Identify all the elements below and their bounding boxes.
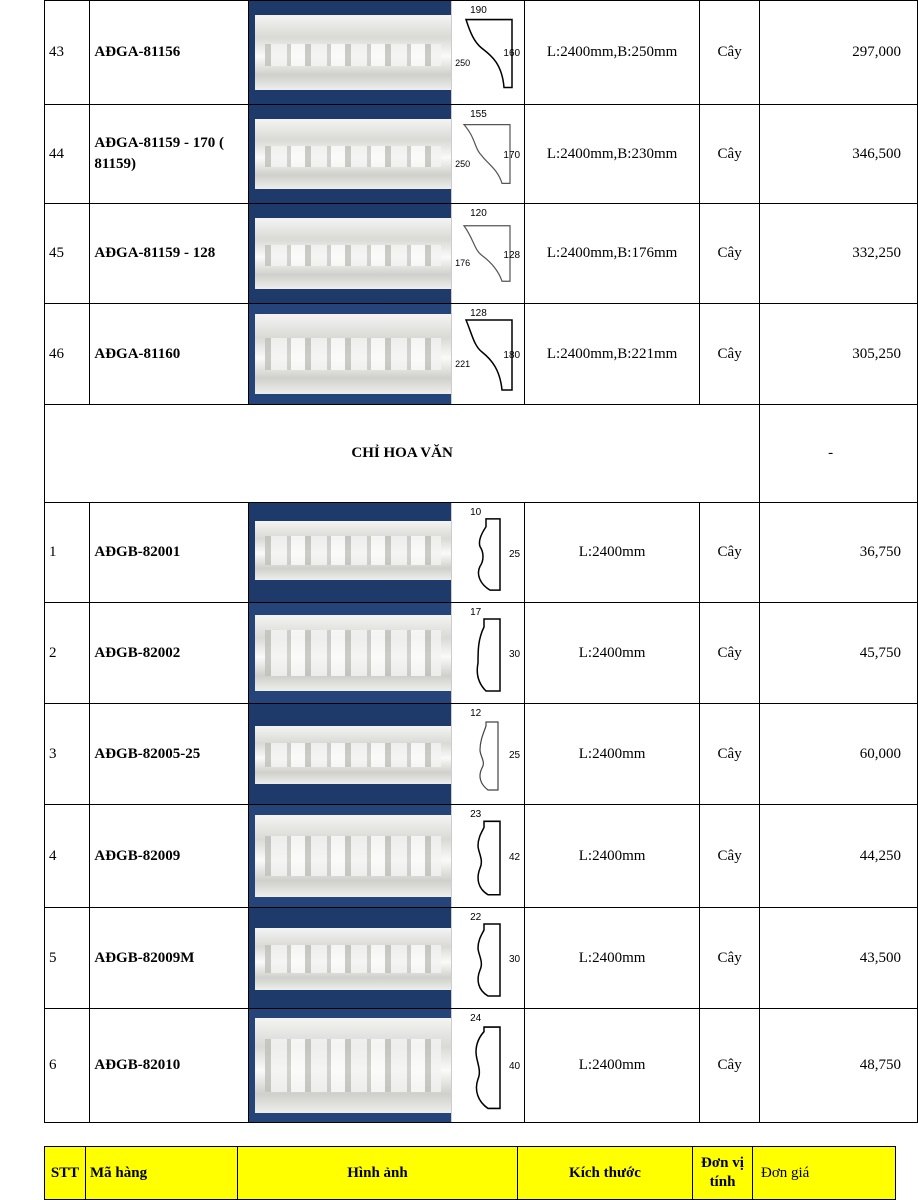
row-unit: Cây (700, 204, 760, 304)
row-price: 297,000 (760, 1, 918, 105)
dim-side: 180 (503, 350, 521, 361)
row-price: 305,250 (760, 304, 918, 405)
row-stt: 46 (45, 304, 90, 405)
price-table (44, 0, 918, 1123)
header-size: Kích thước (518, 1147, 693, 1200)
product-image (249, 304, 525, 405)
table-row (45, 105, 918, 204)
row-size: L:2400mm (525, 908, 700, 1009)
row-price: 48,750 (760, 1009, 918, 1123)
row-stt: 6 (45, 1009, 90, 1123)
row-size: L:2400mm (525, 603, 700, 704)
row-price: 60,000 (760, 704, 918, 805)
row-size: L:2400mm (525, 805, 700, 908)
molding-photo (249, 603, 451, 703)
molding-photo (249, 1, 451, 104)
row-code: AĐGA-81159 - 128 (90, 204, 249, 304)
profile-drawing (451, 1, 524, 104)
row-size: L:2400mm,B:230mm (525, 105, 700, 204)
row-stt: 4 (45, 805, 90, 908)
molding-photo (249, 304, 451, 404)
table-row (45, 704, 918, 805)
row-price: 44,250 (760, 805, 918, 908)
molding-photo (249, 704, 451, 804)
dim-top: 190 (470, 5, 487, 16)
table-row (45, 1009, 918, 1123)
dim-side: 170 (503, 150, 521, 162)
profile-drawing (451, 1009, 524, 1122)
dim-side: 25 (508, 750, 521, 761)
row-price: 36,750 (760, 503, 918, 603)
row-unit: Cây (700, 304, 760, 405)
table-row (45, 1, 918, 105)
dim-side: 128 (503, 249, 521, 261)
dim-side: 30 (508, 649, 521, 660)
header-code: Mã hàng (86, 1147, 238, 1200)
product-image (249, 603, 525, 704)
table-row (45, 908, 918, 1009)
dim-side: 160 (503, 48, 521, 60)
row-size: L:2400mm (525, 1009, 700, 1123)
row-stt: 45 (45, 204, 90, 304)
row-code: AĐGB-82005-25 (90, 704, 249, 805)
table-row (45, 603, 918, 704)
row-stt: 44 (45, 105, 90, 204)
row-unit: Cây (700, 805, 760, 908)
profile-drawing (451, 704, 524, 804)
row-code: AĐGB-82009M (90, 908, 249, 1009)
row-unit: Cây (700, 704, 760, 805)
dim-side: 42 (508, 851, 521, 863)
header-stt: STT (45, 1147, 86, 1200)
dim-left: 221 (455, 359, 471, 369)
row-code: AĐGA-81159 - 170 ( 81159) (90, 105, 249, 204)
dim-top: 155 (470, 109, 487, 120)
header-image: Hình ảnh (238, 1147, 518, 1200)
profile-drawing (451, 908, 524, 1008)
dim-top: 24 (470, 1013, 482, 1024)
row-unit: Cây (700, 1, 760, 105)
dim-top: 23 (470, 809, 482, 820)
molding-photo (249, 105, 451, 203)
row-size: L:2400mm,B:221mm (525, 304, 700, 405)
row-stt: 3 (45, 704, 90, 805)
profile-drawing (451, 105, 524, 203)
row-price: 332,250 (760, 204, 918, 304)
row-code: AĐGB-82002 (90, 603, 249, 704)
dim-left: 250 (455, 158, 471, 169)
table-row (45, 503, 918, 603)
dim-left: 176 (455, 258, 471, 269)
row-price: 43,500 (760, 908, 918, 1009)
section-title: CHỈ HOA VĂN (45, 405, 760, 503)
molding-photo (249, 204, 451, 303)
row-stt: 5 (45, 908, 90, 1009)
dim-top: 17 (470, 607, 482, 618)
row-size: L:2400mm,B:250mm (525, 1, 700, 105)
profile-drawing (451, 805, 524, 907)
row-price: 346,500 (760, 105, 918, 204)
row-size: L:2400mm (525, 503, 700, 603)
row-stt: 1 (45, 503, 90, 603)
molding-photo (249, 1009, 451, 1122)
dim-top: 10 (470, 507, 482, 518)
table-row (45, 304, 918, 405)
row-code: AĐGB-82009 (90, 805, 249, 908)
product-image (249, 105, 525, 204)
row-code: AĐGA-81156 (90, 1, 249, 105)
row-unit: Cây (700, 503, 760, 603)
molding-photo (249, 805, 451, 907)
row-size: L:2400mm (525, 704, 700, 805)
product-image (249, 908, 525, 1009)
profile-drawing (451, 204, 524, 303)
row-unit: Cây (700, 908, 760, 1009)
dim-top: 128 (470, 308, 487, 319)
dim-top: 12 (470, 708, 482, 719)
dim-top: 22 (470, 912, 482, 923)
row-stt: 43 (45, 1, 90, 105)
molding-photo (249, 503, 451, 602)
row-price: 45,750 (760, 603, 918, 704)
profile-drawing (451, 603, 524, 703)
header-unit: Đơn vị tính (693, 1147, 753, 1200)
table-row (45, 204, 918, 304)
dim-left: 250 (455, 57, 471, 68)
product-image (249, 704, 525, 805)
row-unit: Cây (700, 603, 760, 704)
header-row (45, 1147, 896, 1200)
product-image (249, 1, 525, 105)
dim-side: 25 (508, 548, 521, 560)
dim-side: 40 (508, 1060, 521, 1072)
section-row (45, 405, 918, 503)
dim-side: 30 (508, 954, 521, 965)
row-code: AĐGB-82010 (90, 1009, 249, 1123)
row-unit: Cây (700, 105, 760, 204)
product-image (249, 1009, 525, 1123)
header-table (44, 1146, 896, 1200)
row-code: AĐGA-81160 (90, 304, 249, 405)
profile-drawing (451, 304, 524, 404)
row-unit: Cây (700, 1009, 760, 1123)
product-image (249, 805, 525, 908)
molding-photo (249, 908, 451, 1008)
row-stt: 2 (45, 603, 90, 704)
header-price: Đơn giá (753, 1147, 896, 1200)
table-row (45, 805, 918, 908)
product-image (249, 204, 525, 304)
dim-top: 120 (470, 208, 487, 219)
product-image (249, 503, 525, 603)
row-size: L:2400mm,B:176mm (525, 204, 700, 304)
section-price: - (760, 405, 918, 503)
profile-drawing (451, 503, 524, 602)
row-code: AĐGB-82001 (90, 503, 249, 603)
